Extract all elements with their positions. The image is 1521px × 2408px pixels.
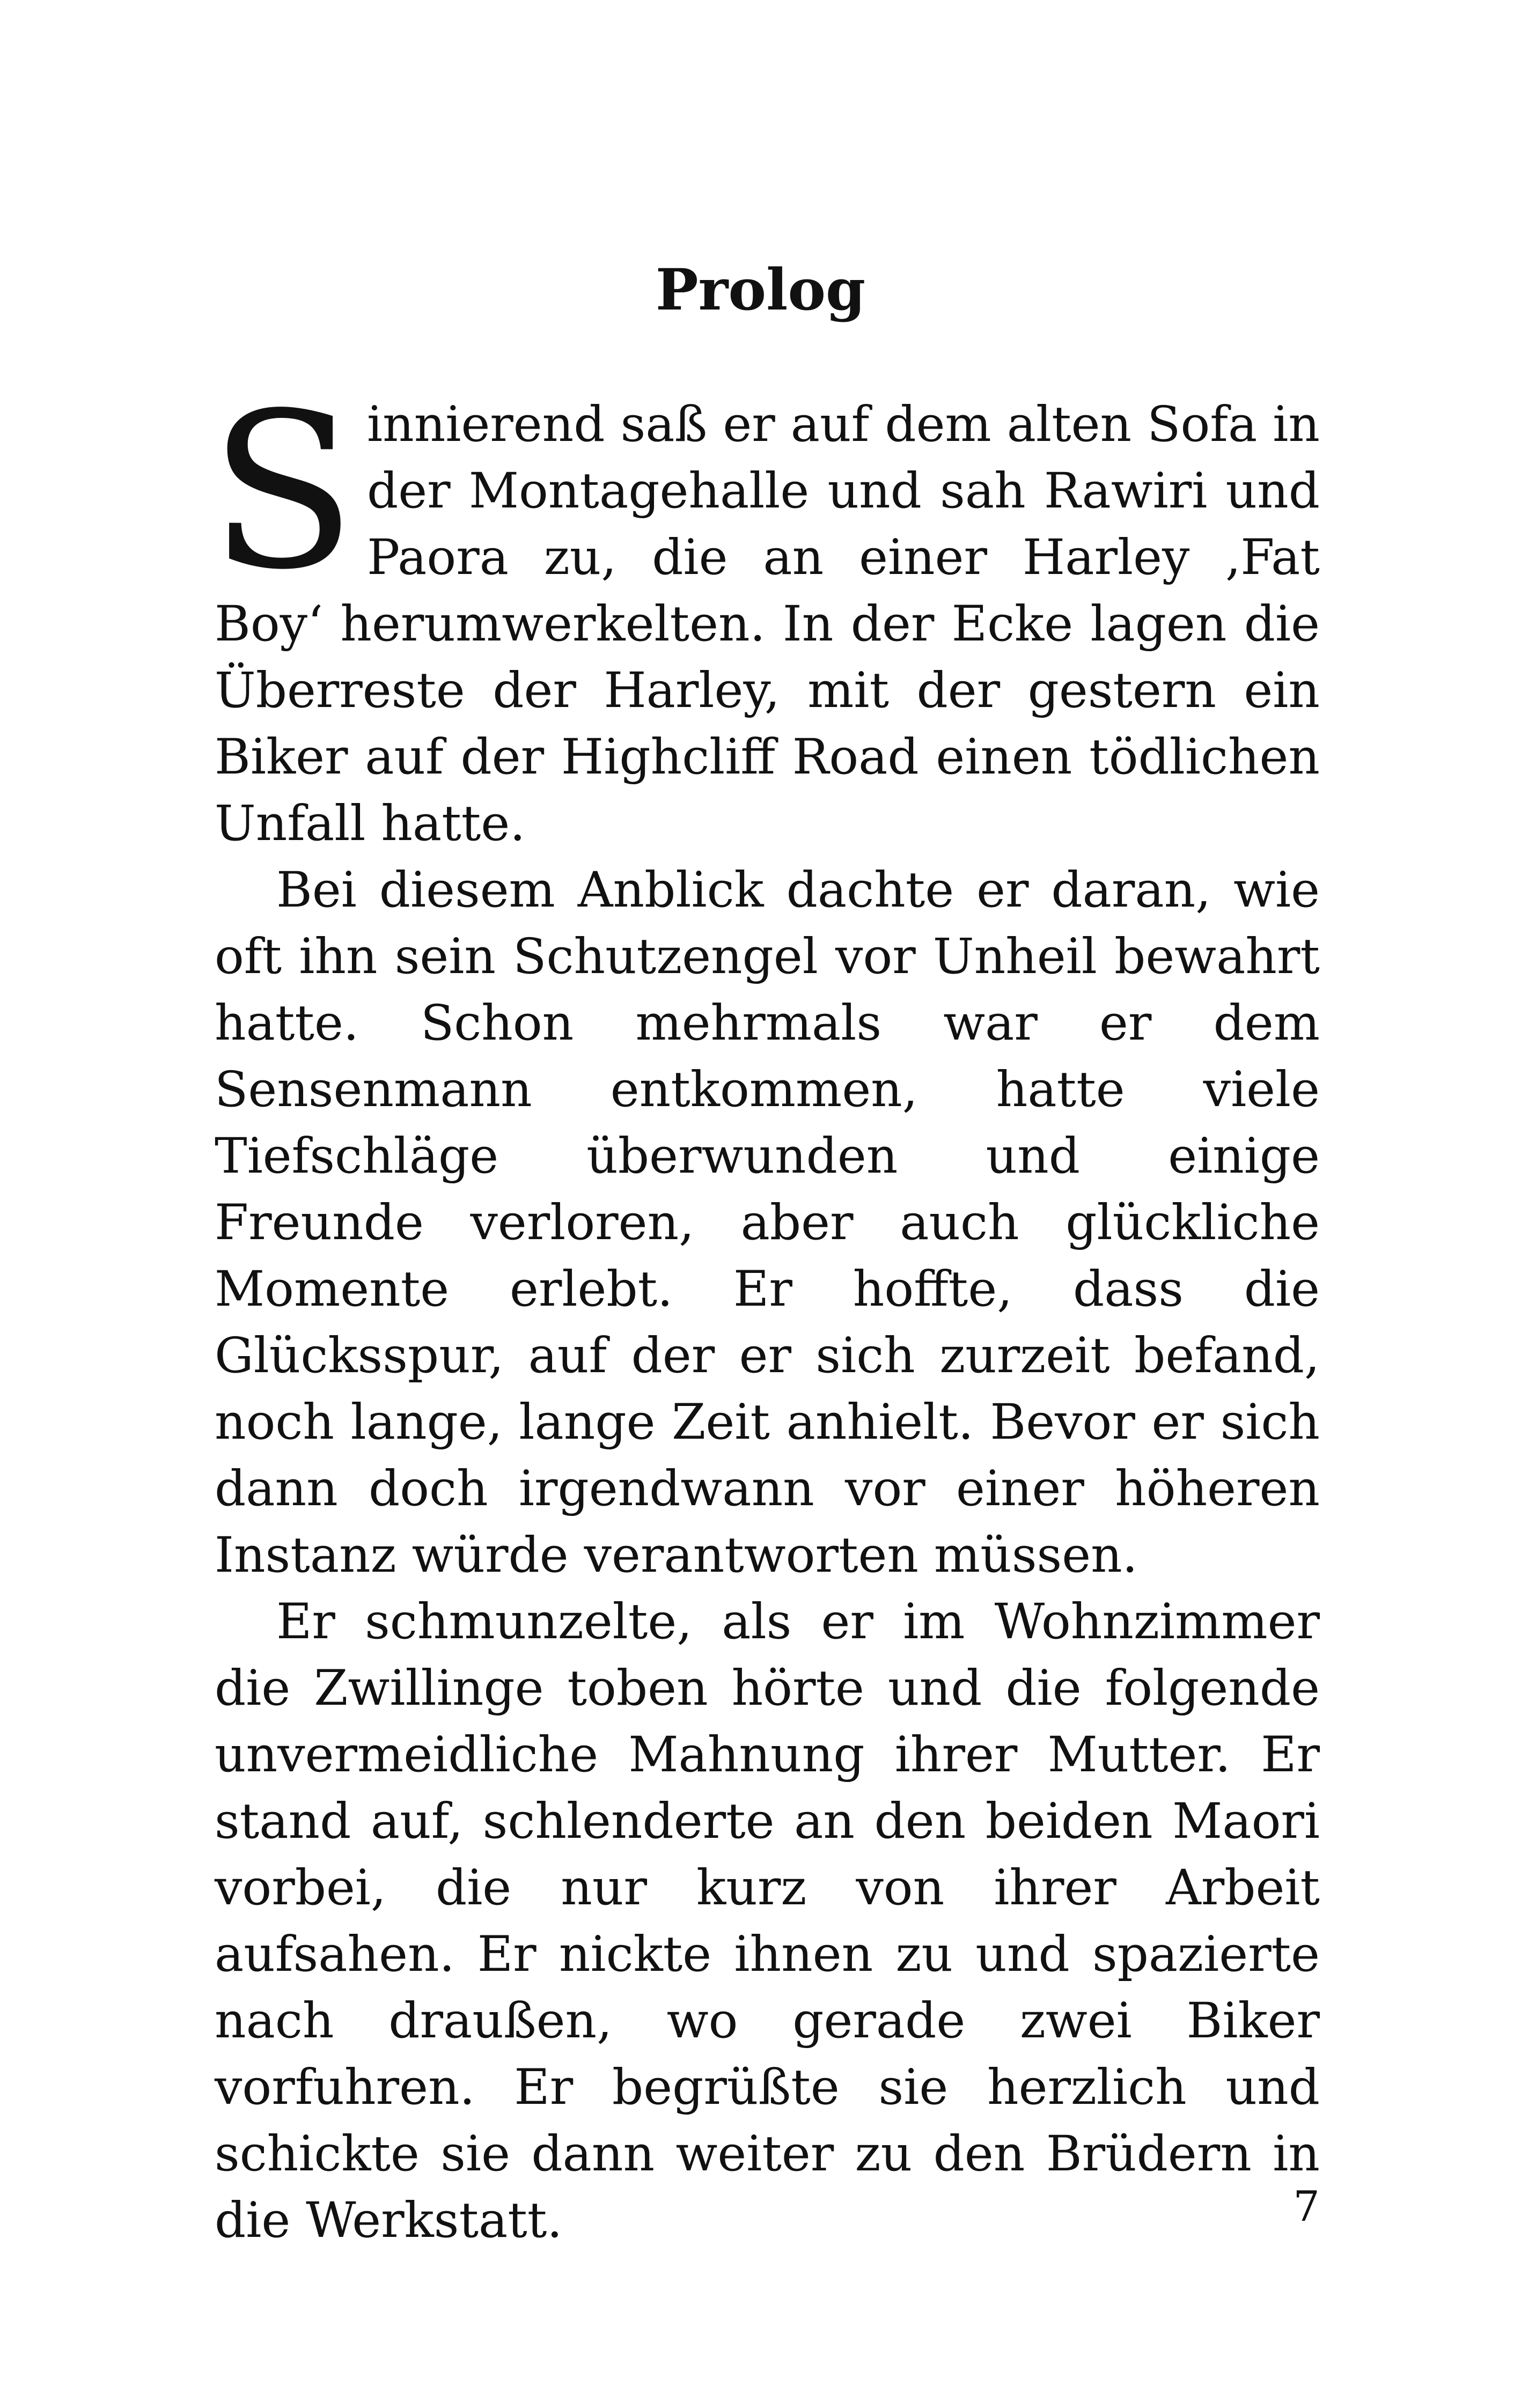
paragraph-2 <box>215 857 1320 1589</box>
body-text <box>209 367 1320 2254</box>
page-number: 7 <box>1293 2183 1320 2231</box>
chapter-title: Prolog <box>655 256 866 323</box>
paragraph-2-text: Bei diesem Anblick dachte er daran, wie oft ihn sein Schutzengel vor Unheil bewahrt hatte. Schon mehrmals war er dem Sensenmann entkommen, hatte viele Tiefschläge überwunden und einige Freunde verloren, aber auch glückliche Momente erlebt. Er hoffte, dass die Glücksspur, auf der er sich zurzeit befand, noch lange, lange Zeit anhielt. Bevor er sich dann doch irgendwann vor einer höheren Instanz würde verantworten müssen. <box>215 862 1320 1584</box>
paragraph-3-text: Er schmunzelte, als er im Wohnzimmer die Zwillinge toben hörte und die folgende unvermeidliche Mahnung ihrer Mutter. Er stand auf, schlenderte an den beiden Maori vorbei, die nur kurz von ihrer Arbeit aufsahen. Er nickte ihnen zu und spazierte nach draußen, wo gerade zwei Biker vorfuhren. Er begrüßte sie herzlich und schickte sie dann weiter zu den Brüdern in die Werkstatt. <box>215 1594 1320 2249</box>
drop-cap: S <box>209 367 357 617</box>
paragraph-1 <box>209 367 1320 857</box>
paragraph-1-text: innierend saß er auf dem alten Sofa in der Montagehalle und sah Rawiri und Paora zu, die an einer Harley ‚Fat Boy‘ herumwerkelten. In der Ecke lagen die Überreste der Harley, mit der gestern ein Biker auf der Highcliff Road einen tödlichen Unfall hatte. <box>215 396 1320 852</box>
paragraph-3 <box>215 1589 1320 2254</box>
